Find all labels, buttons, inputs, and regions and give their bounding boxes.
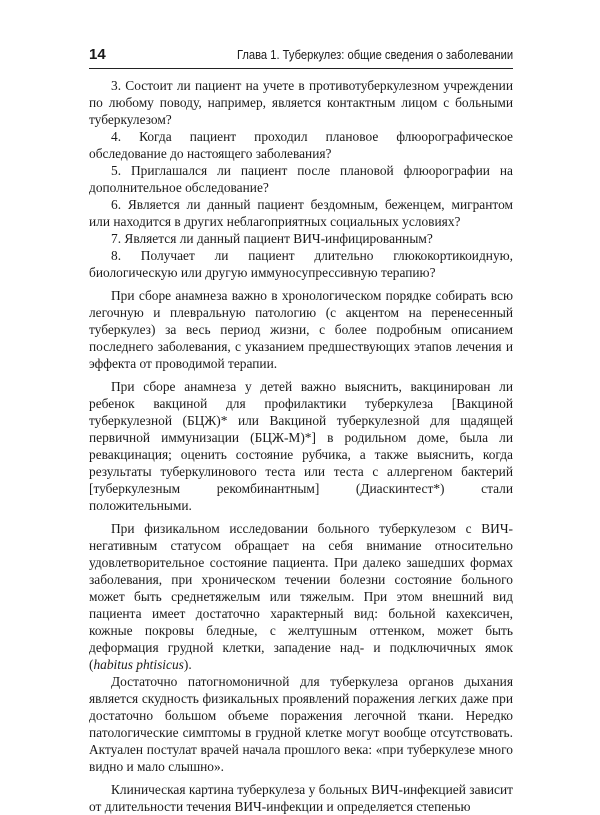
running-head: Глава 1. Туберкулез: общие сведения о заболевании <box>236 47 513 62</box>
question-5: 5. Приглашался ли пациент после плановой флюорографии на дополнительное обследование? <box>89 163 513 195</box>
question-4: 4. Когда пациент проходил плановое флюорографическое обследование до настоящего заболевания? <box>89 129 513 161</box>
question-7: 7. Является ли данный пациент ВИЧ-инфицированным? <box>111 231 433 246</box>
paragraph-children-anamnesis: При сборе анамнеза у детей важно выяснить, вакцинирован ли ребенок вакциной для профилактики туберкулеза [Вакциной туберкулезной (БЦЖ)* или Вакциной туберкулезной для щадящей первичной иммунизации (БЦЖ-М)*] в родильном доме, была ли ревакцинация; оценить состояние рубчика, а также выяснить, когда результаты туберкулинового теста или теста с аллергеном бактерий [туберкулезным рекомбинантным] (Диаскинтест*) стали положительными. <box>89 379 513 513</box>
paragraph-physical-exam <box>89 520 513 673</box>
habitus-close: ). <box>183 657 192 672</box>
paragraph-anamnesis: При сборе анамнеза важно в хронологическом порядке собирать всю легочную и плевральную патологию (с акцентом на перенесенный туберкулез) за весь период жизни, с более подробным описанием последнего заболевания, с указанием предшествующих этапов лечения и эффекта от проводимой терапии. <box>89 288 513 371</box>
question-3: 3. Состоит ли пациент на учете в противотуберкулезном учреждении по любому поводу, например, является контактным лицом с больными туберкулезом? <box>89 78 513 127</box>
question-6: 6. Является ли данный пациент бездомным, беженцем, мигрантом или находится в других неблагоприятных социальных условиях? <box>89 197 513 229</box>
habitus-term: habitus phtisicus <box>93 657 184 672</box>
paragraph-pathognomonic: Достаточно патогномоничной для туберкулеза органов дыхания является скудность физикальных проявлений поражения легких даже при достаточно большом объеме поражения легочной ткани. Нередко патологические симптомы в грудной клетке могут вообще отсутствовать. Актуален постулат врачей начала прошлого века: «при туберкулезе много видно и мало слышно». <box>89 674 513 774</box>
physical-exam-text: При физикальном исследовании больного туберкулезом с ВИЧ-негативным статусом обращает на себя внимание относительно удовлетворительное состояние пациента. При далеко зашедших формах заболевания, при хроническом течении болезни состояние больного может быть среднетяжелым или тяжелым. При этом внешний вид пациента имеет достаточно характерный вид: больной кахексичен, кожные покровы бледные, с желтушным оттенком, может быть деформация грудной клетки, западение над- и подключичных ямок ( <box>89 521 513 672</box>
question-8: 8. Получает ли пациент длительно глюкокортикоидную, биологическую или другую иммуносупрессивную терапию? <box>89 248 513 280</box>
page-header <box>89 44 513 69</box>
page-number: 14 <box>89 46 106 63</box>
body-text <box>89 77 513 815</box>
paragraph-clinical-picture: Клиническая картина туберкулеза у больных ВИЧ-инфекцией зависит от длительности течения ВИЧ-инфекции и определяется степенью <box>89 782 513 814</box>
